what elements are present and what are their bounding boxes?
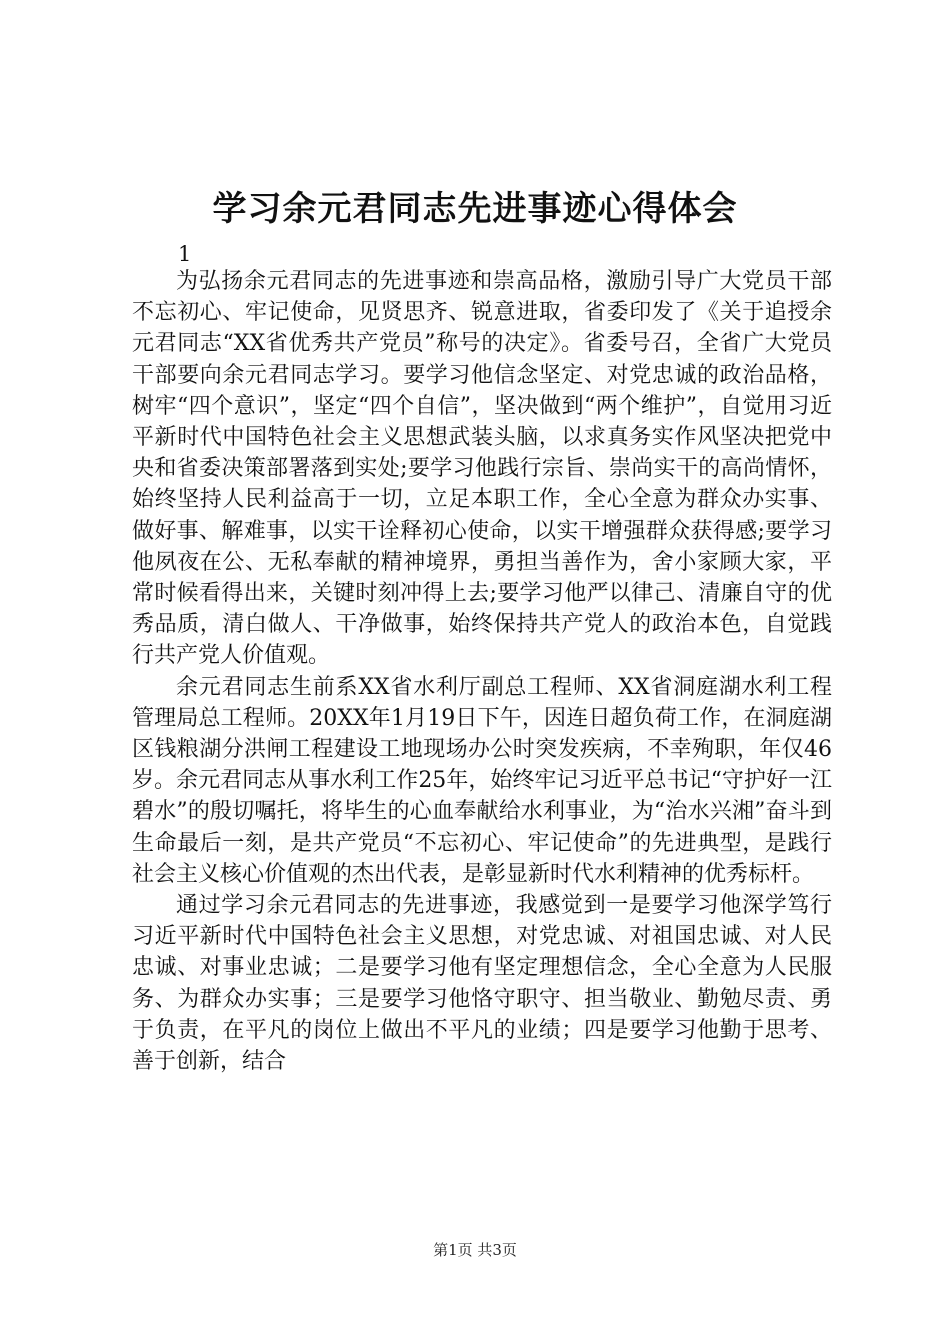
page-footer: 第1页 共3页 [433,1241,517,1259]
document-body [132,266,832,1077]
document-title: 学习余元君同志先进事迹心得体会 [212,189,738,229]
paragraph: 通过学习余元君同志的先进事迹，我感觉到一是要学习他深学笃行习近平新时代中国特色社会主义思想，对党忠诚、对祖国忠诚、对人民忠诚、对事业忠诚；二是要学习他有坚定理想信念，全心全意为人民服务、为群众办实事；三是要学习他恪守职守、担当敬业、勤勉尽责、勇于负责，在平凡的岗位上做出不平凡的业绩；四是要学习他勤于思考、善于创新，结合 [132,893,832,1075]
paragraph: 为弘扬余元君同志的先进事迹和崇高品格，激励引导广大党员干部不忘初心、牢记使命，见贤思齐、锐意进取，省委印发了《关于追授余元君同志“XX省优秀共产党员”称号的决定》。省委号召，全省广大党员干部要向余元君同志学习。要学习他信念坚定、对党忠诚的政治品格，树牢“四个意识”，坚定“四个自信”，坚决做到“两个维护”，自觉用习近平新时代中国特色社会主义思想武装头脑，以求真务实作风坚决把党中央和省委决策部署落到实处;要学习他践行宗旨、崇尚实干的高尚情怀，始终坚持人民利益高于一切，立足本职工作，全心全意为群众办实事、做好事、解难事，以实干诠释初心使命，以实干增强群众获得感;要学习他夙夜在公、无私奉献的精神境界，勇担当善作为，舍小家顾大家，平常时候看得出来，关键时刻冲得上去;要学习他严以律己、清廉自守的优秀品质，清白做人、干净做事，始终保持共产党人的政治本色，自觉践行共产党人价值观。 [132,269,832,669]
paragraph: 余元君同志生前系XX省水利厅副总工程师、XX省洞庭湖水利工程管理局总工程师。20XX年1月19日下午，因连日超负荷工作，在洞庭湖区钱粮湖分洪闸工程建设工地现场办公时突发疾病，不幸殉职，年仅46岁。余元君同志从事水利工作25年，始终牢记习近平总书记“守护好一江碧水”的殷切嘱托，将毕生的心血奉献给水利事业，为“治水兴湘”奋斗到生命最后一刻，是共产党员“不忘初心、牢记使命”的先进典型，是践行社会主义核心价值观的杰出代表，是彰显新时代水利精神的优秀标杆。 [132,674,832,887]
section-number: 1 [178,242,192,266]
